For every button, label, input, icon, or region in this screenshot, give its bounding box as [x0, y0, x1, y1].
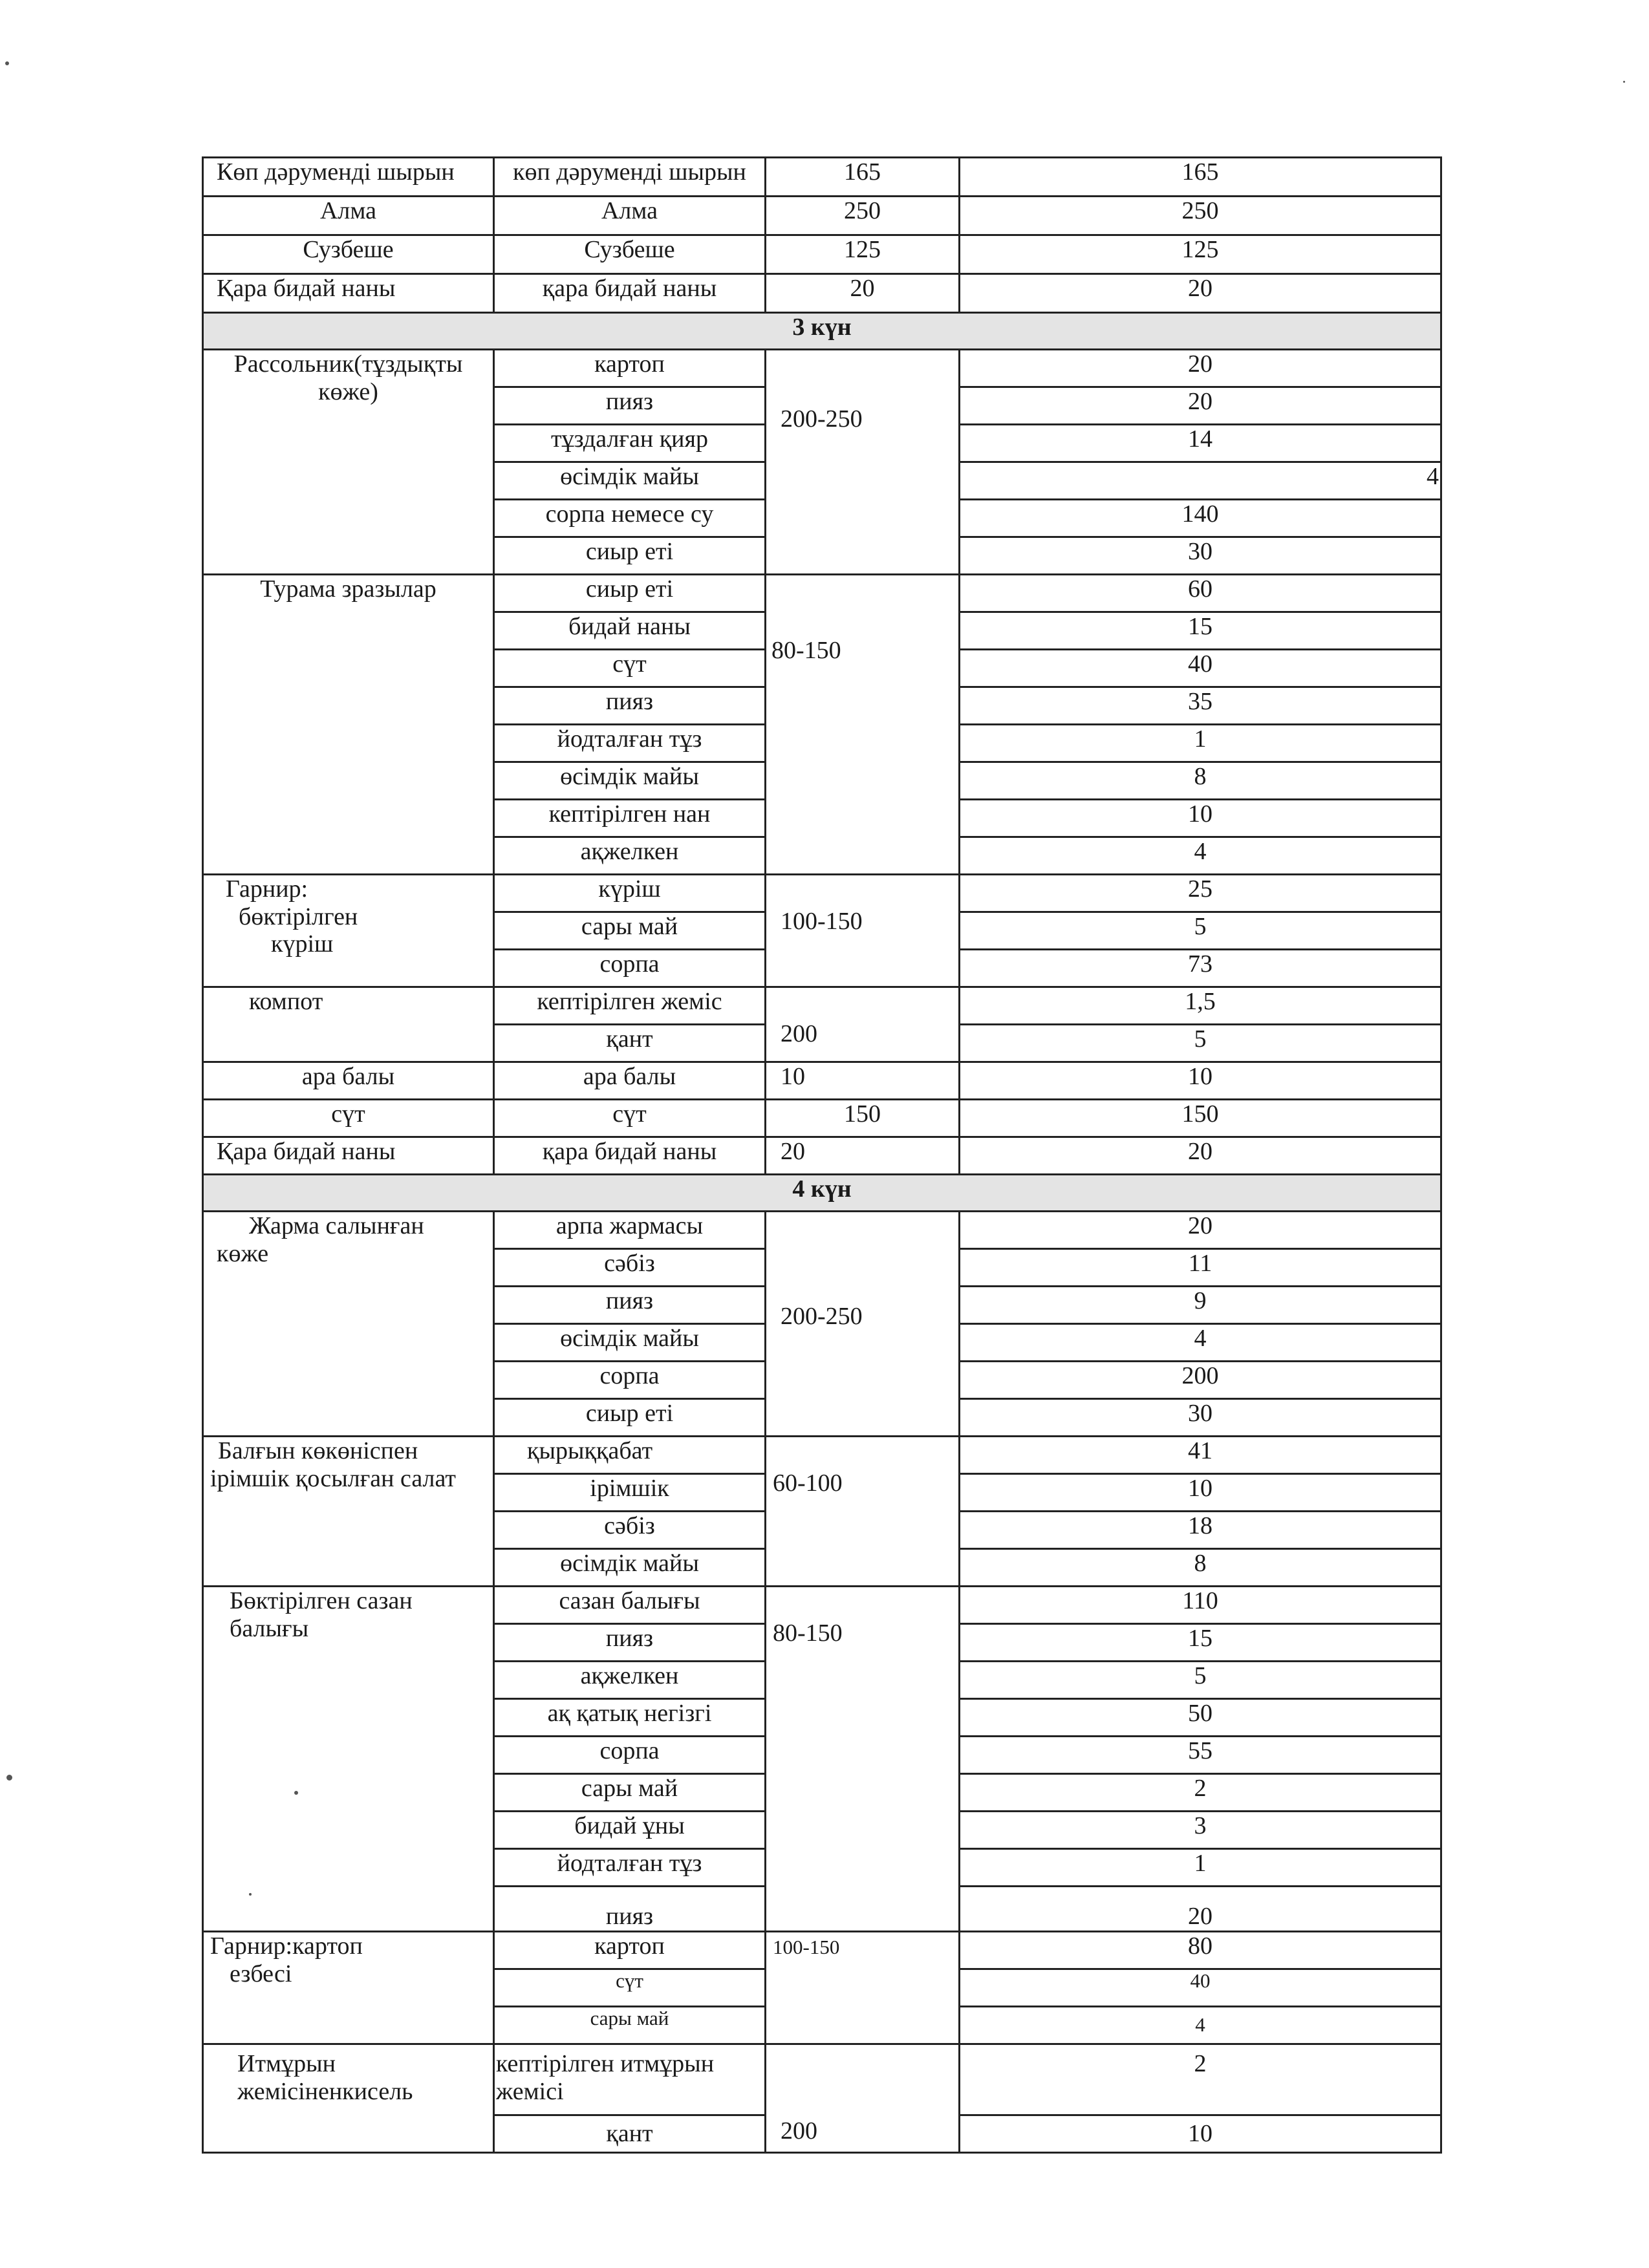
- ingredient-name: сүт: [494, 650, 766, 687]
- portion-size: 200: [766, 2044, 960, 2153]
- ingredient-amount: 1,5: [960, 987, 1441, 1025]
- ingredient-name: өсімдік майы: [494, 1324, 766, 1362]
- dish-name-line: Итмұрын: [237, 2050, 336, 2077]
- ingredient-name: пияз: [494, 1887, 766, 1932]
- ingredient-name: кептірілген жеміс: [494, 987, 766, 1025]
- table-row: [203, 1100, 1441, 1137]
- ingredient-amount: 18: [960, 1512, 1441, 1549]
- ingredient-amount: 5: [960, 1662, 1441, 1699]
- ingredient-amount: 165: [960, 158, 1441, 197]
- portion-size: 20: [766, 274, 960, 313]
- ingredient-amount: 41: [960, 1437, 1441, 1474]
- ingredient-amount: 30: [960, 1399, 1441, 1437]
- day-header-row: [203, 313, 1441, 350]
- ingredient-amount: 3: [960, 1812, 1441, 1849]
- ingredient-name: ақжелкен: [494, 837, 766, 875]
- portion-size: 200: [766, 987, 960, 1062]
- ingredient-amount: 9: [960, 1287, 1441, 1324]
- ingredient-amount: 40: [960, 1969, 1441, 2007]
- ingredient-name: кептірілген итмұрын жемісі: [494, 2044, 766, 2115]
- ingredient-name: сиыр еті: [494, 537, 766, 575]
- ingredient-amount: 35: [960, 687, 1441, 725]
- ingredient-name: сәбіз: [494, 1512, 766, 1549]
- ingredient-name: өсімдік майы: [494, 762, 766, 800]
- table-row: [203, 1932, 1441, 1969]
- dish-name-line: көже: [217, 1239, 269, 1267]
- ingredient-amount: 2: [960, 1774, 1441, 1812]
- dish-name-line: балығы: [230, 1614, 309, 1642]
- ingredient-amount: 10: [960, 1062, 1441, 1100]
- scan-speck: [249, 1893, 252, 1896]
- ingredient-amount: 10: [960, 800, 1441, 837]
- ingredient-name: өсімдік майы: [494, 462, 766, 500]
- ingredient-amount: 20: [960, 350, 1441, 387]
- ingredient-amount: 2: [960, 2044, 1441, 2115]
- ingredient-amount: 55: [960, 1737, 1441, 1774]
- ingredient-name: бидай наны: [494, 612, 766, 650]
- ingredient-name: тұздалған қияр: [494, 425, 766, 462]
- dish-name-line: бөктірілген: [239, 903, 358, 930]
- dish-name-line: Жарма салынған: [249, 1212, 424, 1239]
- dish-name: сүт: [203, 1100, 494, 1137]
- ingredient-amount: 40: [960, 650, 1441, 687]
- dish-name: Қара бидай наны: [203, 1137, 494, 1175]
- ingredient-name: өсімдік майы: [494, 1549, 766, 1587]
- table-row: [203, 1062, 1441, 1100]
- table-row: [203, 1437, 1441, 1474]
- dish-name: [203, 1932, 494, 2044]
- ingredient-amount: 250: [960, 197, 1441, 235]
- ingredient-name: қара бидай наны: [494, 1137, 766, 1175]
- ingredient-amount: 60: [960, 575, 1441, 612]
- dish-name: Турама зразылар: [203, 575, 494, 875]
- dish-name: [203, 2044, 494, 2153]
- portion-size: 80-150: [766, 575, 960, 875]
- ingredient-name: пияз: [494, 687, 766, 725]
- ingredient-amount: 15: [960, 612, 1441, 650]
- portion-size: 10: [766, 1062, 960, 1100]
- ingredient-name: пияз: [494, 1287, 766, 1324]
- ingredient-name: йодталған тұз: [494, 1849, 766, 1887]
- dish-name-line: ірімшік қосылған салат: [210, 1464, 456, 1492]
- ingredient-amount: 1: [960, 725, 1441, 762]
- table-row: [203, 1137, 1441, 1175]
- dish-name: [203, 1587, 494, 1932]
- day-header-row: [203, 1175, 1441, 1212]
- portion-size: 60-100: [766, 1437, 960, 1587]
- dish-name: компот: [203, 987, 494, 1062]
- ingredient-name: сорпа: [494, 950, 766, 987]
- ingredient-amount: 140: [960, 500, 1441, 537]
- day-label: 4 күн: [203, 1175, 1441, 1212]
- portion-size: 80-150: [766, 1587, 960, 1932]
- ingredient-name: арпа жармасы: [494, 1212, 766, 1249]
- ingredient-name: ара балы: [494, 1062, 766, 1100]
- ingredient-name: йодталған тұз: [494, 725, 766, 762]
- ingredient-amount: 15: [960, 1624, 1441, 1662]
- ingredient-name: бидай ұны: [494, 1812, 766, 1849]
- scan-speck: [6, 1775, 12, 1781]
- portion-size: 150: [766, 1100, 960, 1137]
- ingredient-amount: 1: [960, 1849, 1441, 1887]
- ingredient-amount: 20: [960, 387, 1441, 425]
- ingredient-amount: 8: [960, 1549, 1441, 1587]
- table-row: [203, 987, 1441, 1025]
- dish-name: Рассольник(тұздықты көже): [203, 350, 494, 575]
- ingredient-name: картоп: [494, 350, 766, 387]
- ingredient-name: сары май: [494, 1774, 766, 1812]
- day-label: 3 күн: [203, 313, 1441, 350]
- dish-name: [203, 875, 494, 987]
- ingredient-amount: 5: [960, 912, 1441, 950]
- ingredient-name: қара бидай наны: [494, 274, 766, 313]
- dish-name-line: езбесі: [230, 1960, 292, 1987]
- ingredient-name: сорпа: [494, 1362, 766, 1399]
- ingredient-amount: 30: [960, 537, 1441, 575]
- dish-name-line: Балғын көкөніспен: [218, 1437, 418, 1464]
- ingredient-name: сары май: [494, 912, 766, 950]
- ingredient-name: ақжелкен: [494, 1662, 766, 1699]
- table-row: [203, 158, 1441, 197]
- ingredient-amount: 11: [960, 1249, 1441, 1287]
- portion-size: 20: [766, 1137, 960, 1175]
- portion-size: 200-250: [766, 350, 960, 575]
- portion-size: 250: [766, 197, 960, 235]
- dish-name-line: Гарнир:: [226, 875, 308, 903]
- dish-name: Сузбеше: [203, 235, 494, 274]
- ingredient-amount: 5: [960, 1025, 1441, 1062]
- ingredient-name: сорпа: [494, 1737, 766, 1774]
- ingredient-name: сүт: [494, 1969, 766, 2007]
- table-row: [203, 1212, 1441, 1249]
- portion-size: 165: [766, 158, 960, 197]
- menu-table: [202, 156, 1442, 2154]
- ingredient-amount: 200: [960, 1362, 1441, 1399]
- dish-name-line: Бөктірілген сазан: [230, 1587, 413, 1614]
- ingredient-name: күріш: [494, 875, 766, 912]
- dish-name: Көп дәруменді шырын: [203, 158, 494, 197]
- ingredient-name: сорпа немесе су: [494, 500, 766, 537]
- table-row: [203, 2044, 1441, 2115]
- table-row: [203, 274, 1441, 313]
- portion-size: 100-150: [766, 875, 960, 987]
- portion-size: 125: [766, 235, 960, 274]
- ingredient-name: сүт: [494, 1100, 766, 1137]
- ingredient-amount: 10: [960, 1474, 1441, 1512]
- ingredient-amount: 10: [960, 2115, 1441, 2153]
- ingredient-name: қырыққабат: [494, 1437, 766, 1474]
- ingredient-amount: 50: [960, 1699, 1441, 1737]
- table-row: [203, 1587, 1441, 1624]
- dish-name: Алма: [203, 197, 494, 235]
- ingredient-name: пияз: [494, 387, 766, 425]
- scan-speck: [5, 61, 9, 65]
- ingredient-amount: 8: [960, 762, 1441, 800]
- ingredient-name: көп дәруменді шырын: [494, 158, 766, 197]
- ingredient-amount: 20: [960, 1137, 1441, 1175]
- scan-speck: [294, 1791, 298, 1795]
- table-row: [203, 875, 1441, 912]
- ingredient-name: сары май: [494, 2007, 766, 2044]
- dish-name-line: күріш: [271, 930, 334, 958]
- ingredient-name: Алма: [494, 197, 766, 235]
- portion-size-text: 100-150: [773, 1936, 840, 1958]
- ingredient-name: қант: [494, 2115, 766, 2153]
- ingredient-name: Сузбеше: [494, 235, 766, 274]
- ingredient-amount: 20: [960, 1887, 1441, 1932]
- ingredient-amount: 4: [960, 2007, 1441, 2044]
- ingredient-amount: 110: [960, 1587, 1441, 1624]
- ingredient-name: қант: [494, 1025, 766, 1062]
- ingredient-name: картоп: [494, 1932, 766, 1969]
- ingredient-amount: 25: [960, 875, 1441, 912]
- table-row: [203, 350, 1441, 387]
- dish-name: ара балы: [203, 1062, 494, 1100]
- dish-name: Қара бидай наны: [203, 274, 494, 313]
- dish-name-line: Гарнир:картоп: [210, 1932, 363, 1960]
- ingredient-name: ірімшік: [494, 1474, 766, 1512]
- ingredient-amount: 80: [960, 1932, 1441, 1969]
- ingredient-amount: 14: [960, 425, 1441, 462]
- ingredient-amount: 125: [960, 235, 1441, 274]
- ingredient-name: сиыр еті: [494, 575, 766, 612]
- ingredient-name: пияз: [494, 1624, 766, 1662]
- ingredient-amount: 150: [960, 1100, 1441, 1137]
- table-row: [203, 197, 1441, 235]
- portion-size: [766, 1932, 960, 2044]
- ingredient-name: сиыр еті: [494, 1399, 766, 1437]
- scan-speck: [1623, 81, 1625, 83]
- table-row: [203, 235, 1441, 274]
- table-row: [203, 575, 1441, 612]
- ingredient-amount: 73: [960, 950, 1441, 987]
- ingredient-amount: 4: [960, 1324, 1441, 1362]
- dish-name: [203, 1212, 494, 1437]
- ingredient-amount: 4: [960, 837, 1441, 875]
- ingredient-amount: 20: [960, 274, 1441, 313]
- ingredient-name: ақ қатық негізгі: [494, 1699, 766, 1737]
- ingredient-name: сазан балығы: [494, 1587, 766, 1624]
- ingredient-name: кептірілген нан: [494, 800, 766, 837]
- dish-name: [203, 1437, 494, 1587]
- ingredient-name: сәбіз: [494, 1249, 766, 1287]
- portion-size: 200-250: [766, 1212, 960, 1437]
- dish-name-line: жемісіненкисель: [237, 2077, 413, 2105]
- ingredient-amount: 20: [960, 1212, 1441, 1249]
- ingredient-amount: 4: [960, 462, 1441, 500]
